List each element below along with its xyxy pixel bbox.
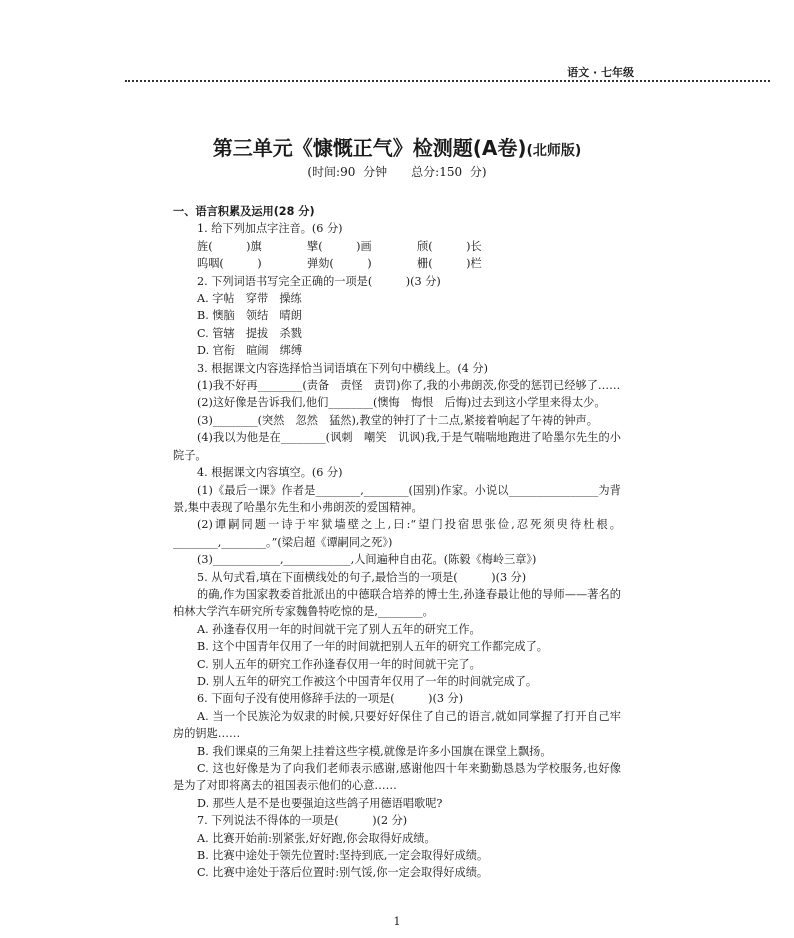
option: D. 那些人是不是也要强迫这些鸽子用德语唱歌呢? bbox=[197, 796, 443, 810]
question-2-stem: 2. 下列词语书写完全正确的一项是( )(3 分) bbox=[197, 274, 441, 288]
option: A. 字帖 穿带 操练 bbox=[197, 292, 302, 306]
option: D. 别人五年的研究工作被这个中国青年仅用了一年的时间就完成了。 bbox=[197, 674, 538, 688]
header-label: 语文 · 七年级 bbox=[567, 66, 634, 79]
pinyin-item: 栅( )栏 bbox=[417, 257, 482, 271]
page-number: 1 bbox=[393, 915, 401, 928]
option: B. 懊脑 领结 晴朗 bbox=[197, 309, 302, 323]
option: B. 比赛中途处于领先位置时:坚持到底,一定会取得好成绩。 bbox=[197, 849, 489, 863]
question-7-stem: 7. 下列说法不得体的一项是( )(2 分) bbox=[197, 814, 408, 828]
section-heading: 一、语言积累及运用(28 分) bbox=[173, 205, 315, 218]
pinyin-item: 擘( )画 bbox=[307, 239, 372, 253]
question-3-stem: 3. 根据课文内容选择恰当词语填在下列句中横线上。(4 分) bbox=[197, 361, 488, 375]
pinyin-item: 颀( )长 bbox=[417, 239, 482, 253]
question-3-item: (1)我不好再________(责备 责怪 责罚)你了,我的小弗朗茨,你受的惩罚已经够了…… bbox=[197, 379, 621, 393]
page-title bbox=[0, 132, 794, 161]
option: A. 当一个民族沦为奴隶的时候,只要好好保住了自己的语言,就如同掌握了打开自己牢房的钥匙…… bbox=[173, 709, 621, 741]
pinyin-item: 弹劾( ) bbox=[307, 257, 372, 271]
question-3-item: (4)我以为他是在________(讽刺 嘲笑 讥讽)我,于是气喘喘地跑进了哈墨尔先生的小院子。 bbox=[173, 431, 621, 462]
pinyin-row-1 bbox=[173, 238, 621, 255]
option: C. 比赛中途处于落后位置时:别气馁,你一定会取得好成绩。 bbox=[197, 866, 489, 880]
question-4-item: (1)《最后一课》作者是________,________(国别)作家。小说以________________为背景,集中表现了哈墨尔先生和小弗朗茨的爱国精神。 bbox=[173, 483, 621, 514]
question-1-stem: 1. 给下列加点字注音。(6 分) bbox=[197, 222, 343, 236]
pinyin-item: 呜咽( ) bbox=[197, 257, 262, 271]
question-3-item: (2)这好像是告诉我们,他们________(懊悔 悔恨 后悔)过去到这小学里来得太少。 bbox=[197, 396, 606, 410]
question-6-stem: 6. 下面句子没有使用修辞手法的一项是( )(3 分) bbox=[197, 692, 464, 706]
option: B. 我们课桌的三角架上挂着这些字模,就像是许多小国旗在课堂上飘扬。 bbox=[197, 744, 552, 758]
option: C. 这也好像是为了向我们老师表示感谢,感谢他四十年来勤勤恳恳为学校服务,也好像是为了对即将离去的祖国表示他们的心意…… bbox=[173, 762, 621, 793]
option: B. 这个中国青年仅用了一年的时间就把别人五年的研究工作都完成了。 bbox=[197, 640, 548, 654]
title-text: 第三单元《慷慨正气》检测题(A卷) bbox=[212, 136, 527, 160]
option: C. 别人五年的研究工作孙逢春仅用一年的时间就干完了。 bbox=[197, 657, 481, 671]
option: D. 官衔 暄闹 绑缚 bbox=[197, 344, 303, 358]
header-divider bbox=[125, 80, 770, 82]
option: C. 管辖 提拔 杀戮 bbox=[197, 326, 302, 340]
question-4-item: (2)谭嗣同题一诗于牢狱墙壁之上,曰:“望门投宿思张俭,忍死须臾待杜根。________,________。”(梁启超《谭嗣同之死》) bbox=[173, 518, 621, 549]
exam-body bbox=[173, 203, 621, 882]
question-5-stem: 5. 从句式看,填在下面横线处的句子,最恰当的一项是( )(3 分) bbox=[197, 570, 527, 584]
pinyin-row-2 bbox=[173, 255, 621, 272]
edition-label: (北师版) bbox=[526, 143, 582, 159]
pinyin-item: 旌( )旗 bbox=[197, 239, 262, 253]
option: A. 孙逢春仅用一年的时间就干完了别人五年的研究工作。 bbox=[197, 622, 481, 636]
option: A. 比赛开始前:别紧张,好好跑,你会取得好成绩。 bbox=[197, 831, 436, 845]
question-5-passage: 的确,作为国家教委首批派出的中德联合培养的博士生,孙逢春最让他的导师——著名的柏林大学汽车研究所专家魏鲁特吃惊的是,________。 bbox=[173, 587, 621, 619]
question-4-stem: 4. 根据课文内容填空。(6 分) bbox=[197, 466, 343, 480]
question-3-item: (3)________(突然 忽然 猛然),教堂的钟打了十二点,紧接着响起了午祷的钟声。 bbox=[197, 413, 598, 427]
exam-info: (时间:90 分钟 总分:150 分) bbox=[307, 165, 487, 179]
question-4-item: (3)____________,____________,人间遍种自由花。(陈毅《梅岭三章》) bbox=[197, 553, 537, 567]
